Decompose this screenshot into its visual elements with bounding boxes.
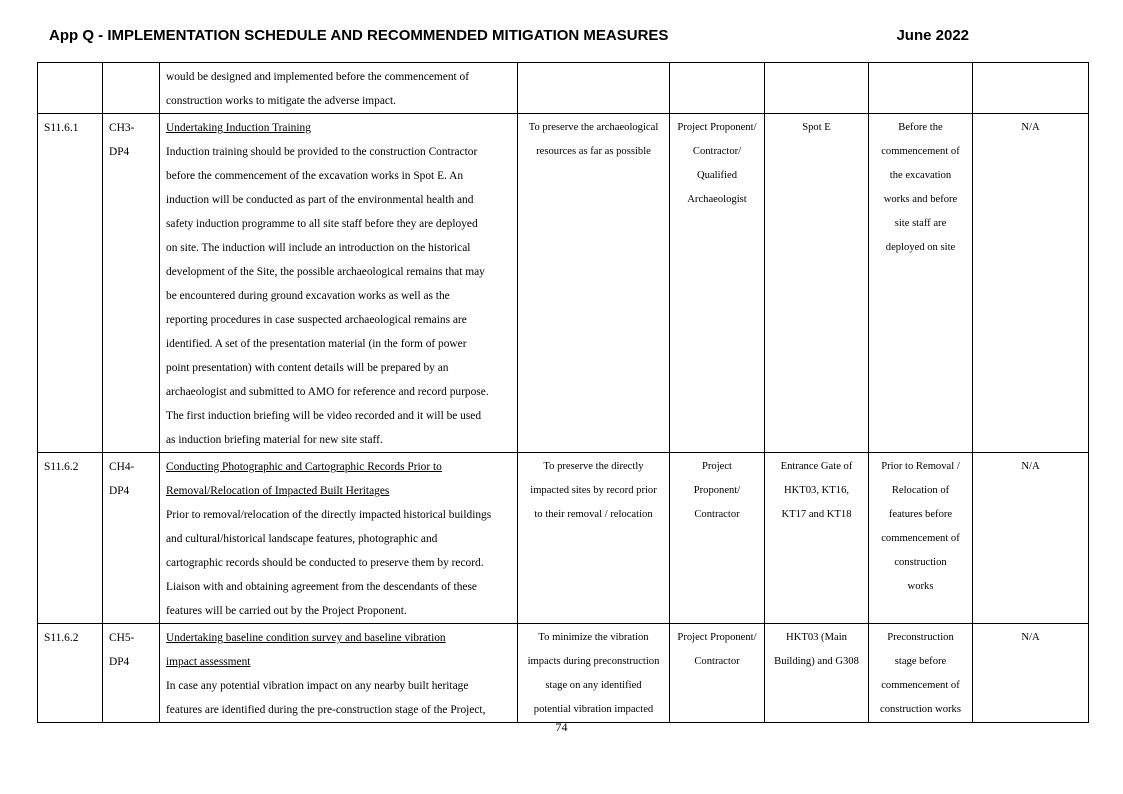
timing-text: stage before: [894, 656, 947, 667]
timing-text: deployed on site: [885, 242, 956, 253]
objective-text: stage on any identified: [545, 680, 642, 691]
timing-text: Preconstruction: [887, 632, 954, 643]
measure-code: DP4: [109, 485, 130, 497]
measure-text: Induction training should be provided to the construction Contractor: [166, 146, 478, 158]
measure-text: point presentation) with content details will be prepared by an: [166, 362, 449, 374]
measure-heading: Removal/Relocation of Impacted Built Heritages: [166, 485, 390, 497]
measure-text: The first induction briefing will be video recorded and it will be used: [166, 410, 482, 422]
timing-text: commencement of: [881, 146, 960, 157]
objective-text: potential vibration impacted: [533, 704, 654, 715]
timing-cell: [869, 114, 973, 453]
measure-text: development of the Site, the possible archaeological remains that may: [166, 266, 485, 278]
measure-text: Prior to removal/relocation of the directly impacted historical buildings: [166, 509, 492, 521]
measure-text: would be designed and implemented before the commencement of: [166, 71, 470, 83]
measure-code-cell: [103, 63, 160, 114]
location-text: KT17 and KT18: [781, 509, 852, 520]
eia-ref: S11.6.1: [44, 122, 79, 134]
measure-text: on site. The induction will include an introduction on the historical: [166, 242, 471, 254]
location-text: Building) and G308: [774, 656, 859, 667]
eia-ref-cell: [38, 114, 103, 453]
measure-heading: Undertaking baseline condition survey and baseline vibration: [166, 632, 446, 644]
timing-text: works and before: [883, 194, 958, 205]
timing-text: works: [907, 581, 934, 592]
location-cell: [765, 63, 869, 114]
timing-text: Prior to Removal /: [881, 461, 960, 472]
timing-text: the excavation: [889, 170, 952, 181]
location-cell: [765, 114, 869, 453]
objective-cell: [518, 624, 670, 723]
table-row: [38, 624, 1089, 723]
timing-text: site staff are: [894, 218, 947, 229]
measure-text: Liaison with and obtaining agreement from the descendants of these: [166, 581, 477, 593]
table-row: [38, 453, 1089, 624]
measure-text: as induction briefing material for new site staff.: [166, 434, 383, 446]
objective-text: resources as far as possible: [536, 146, 651, 157]
measure-code: DP4: [109, 146, 130, 158]
eia-ref-cell: [38, 624, 103, 723]
measure-text: identified. A set of the presentation material (in the form of power: [166, 338, 467, 350]
timing-text: Before the: [898, 122, 943, 133]
measure-text: cartographic records should be conducted to preserve them by record.: [166, 557, 484, 569]
eia-ref: S11.6.2: [44, 461, 79, 473]
objective-text: to their removal / relocation: [534, 509, 653, 520]
objective-text: impacts during preconstruction: [527, 656, 660, 667]
location-text: Entrance Gate of: [780, 461, 853, 472]
agent-text: Project Proponent/: [677, 122, 757, 133]
location-text: HKT03 (Main: [786, 632, 847, 643]
eia-ref: S11.6.2: [44, 632, 79, 644]
timing-cell: [869, 624, 973, 723]
implementation-agent-cell: [670, 63, 765, 114]
document-date: June 2022: [896, 27, 969, 44]
implementation-schedule-table: [37, 62, 1089, 723]
mitigation-measure-cell: [160, 453, 518, 624]
measure-heading: Undertaking Induction Training: [166, 122, 311, 134]
objective-text: impacted sites by record prior: [530, 485, 657, 496]
timing-cell: [869, 63, 973, 114]
measure-code-cell: [103, 624, 160, 723]
table-row: [38, 63, 1089, 114]
objective-cell: [518, 453, 670, 624]
objective-cell: [518, 63, 670, 114]
mitigation-measure-cell: [160, 624, 518, 723]
measure-text: be encountered during ground excavation works as well as the: [166, 290, 450, 302]
measure-code-cell: [103, 114, 160, 453]
agent-text: Proponent/: [693, 485, 741, 496]
objective-text: To preserve the directly: [543, 461, 644, 472]
measure-code: CH3-: [109, 122, 135, 134]
location-text: HKT03, KT16,: [783, 485, 850, 496]
agent-text: Project: [701, 461, 732, 472]
measure-text: construction works to mitigate the adverse impact.: [166, 95, 396, 107]
measure-heading: impact assessment: [166, 656, 251, 668]
agent-text: Contractor/: [692, 146, 742, 157]
timing-text: features before: [888, 509, 953, 520]
measure-text: safety induction programme to all site staff before they are deployed: [166, 218, 478, 230]
agent-text: Archaeologist: [687, 194, 747, 205]
eia-ref-cell: [38, 453, 103, 624]
timing-text: Relocation of: [891, 485, 950, 496]
location-cell: [765, 624, 869, 723]
implementation-agent-cell: [670, 624, 765, 723]
page-number: 74: [555, 720, 568, 734]
timing-text: commencement of: [881, 533, 960, 544]
status-cell: [973, 114, 1089, 453]
agent-text: Contractor: [694, 509, 740, 520]
measure-code: CH5-: [109, 632, 135, 644]
measure-text: features are identified during the pre-construction stage of the Project,: [166, 704, 486, 716]
status-cell: [973, 624, 1089, 723]
status-text: N/A: [1021, 461, 1040, 472]
status-cell: [973, 63, 1089, 114]
measure-text: features will be carried out by the Project Proponent.: [166, 605, 407, 617]
measure-code: DP4: [109, 656, 130, 668]
measure-text: archaeologist and submitted to AMO for reference and record purpose.: [166, 386, 489, 398]
timing-text: commencement of: [881, 680, 960, 691]
location-text: Spot E: [802, 122, 831, 133]
objective-text: To preserve the archaeological: [528, 122, 659, 133]
status-cell: [973, 453, 1089, 624]
implementation-agent-cell: [670, 453, 765, 624]
measure-text: reporting procedures in case suspected archaeological remains are: [166, 314, 467, 326]
measure-heading: Conducting Photographic and Cartographic Records Prior to: [166, 461, 442, 473]
objective-cell: [518, 114, 670, 453]
agent-text: Project Proponent/: [677, 632, 757, 643]
page-header: [49, 27, 969, 49]
measure-code-cell: [103, 453, 160, 624]
mitigation-measure-cell: [160, 114, 518, 453]
objective-text: To minimize the vibration: [538, 632, 649, 643]
mitigation-measure-cell: [160, 63, 518, 114]
measure-text: before the commencement of the excavation works in Spot E. An: [166, 170, 464, 182]
timing-cell: [869, 453, 973, 624]
status-text: N/A: [1021, 122, 1040, 133]
timing-text: construction: [894, 557, 947, 568]
agent-text: Contractor: [694, 656, 740, 667]
implementation-agent-cell: [670, 114, 765, 453]
document-title: App Q - IMPLEMENTATION SCHEDULE AND RECOMMENDED MITIGATION MEASURES: [49, 27, 669, 44]
measure-text: induction will be conducted as part of the environmental health and: [166, 194, 474, 206]
table-row: [38, 114, 1089, 453]
measure-text: and cultural/historical landscape features, photographic and: [166, 533, 438, 545]
eia-ref-cell: [38, 63, 103, 114]
measure-code: CH4-: [109, 461, 135, 473]
timing-text: construction works: [880, 704, 961, 715]
location-cell: [765, 453, 869, 624]
measure-text: In case any potential vibration impact on any nearby built heritage: [166, 680, 469, 692]
status-text: N/A: [1021, 632, 1040, 643]
agent-text: Qualified: [696, 170, 737, 181]
